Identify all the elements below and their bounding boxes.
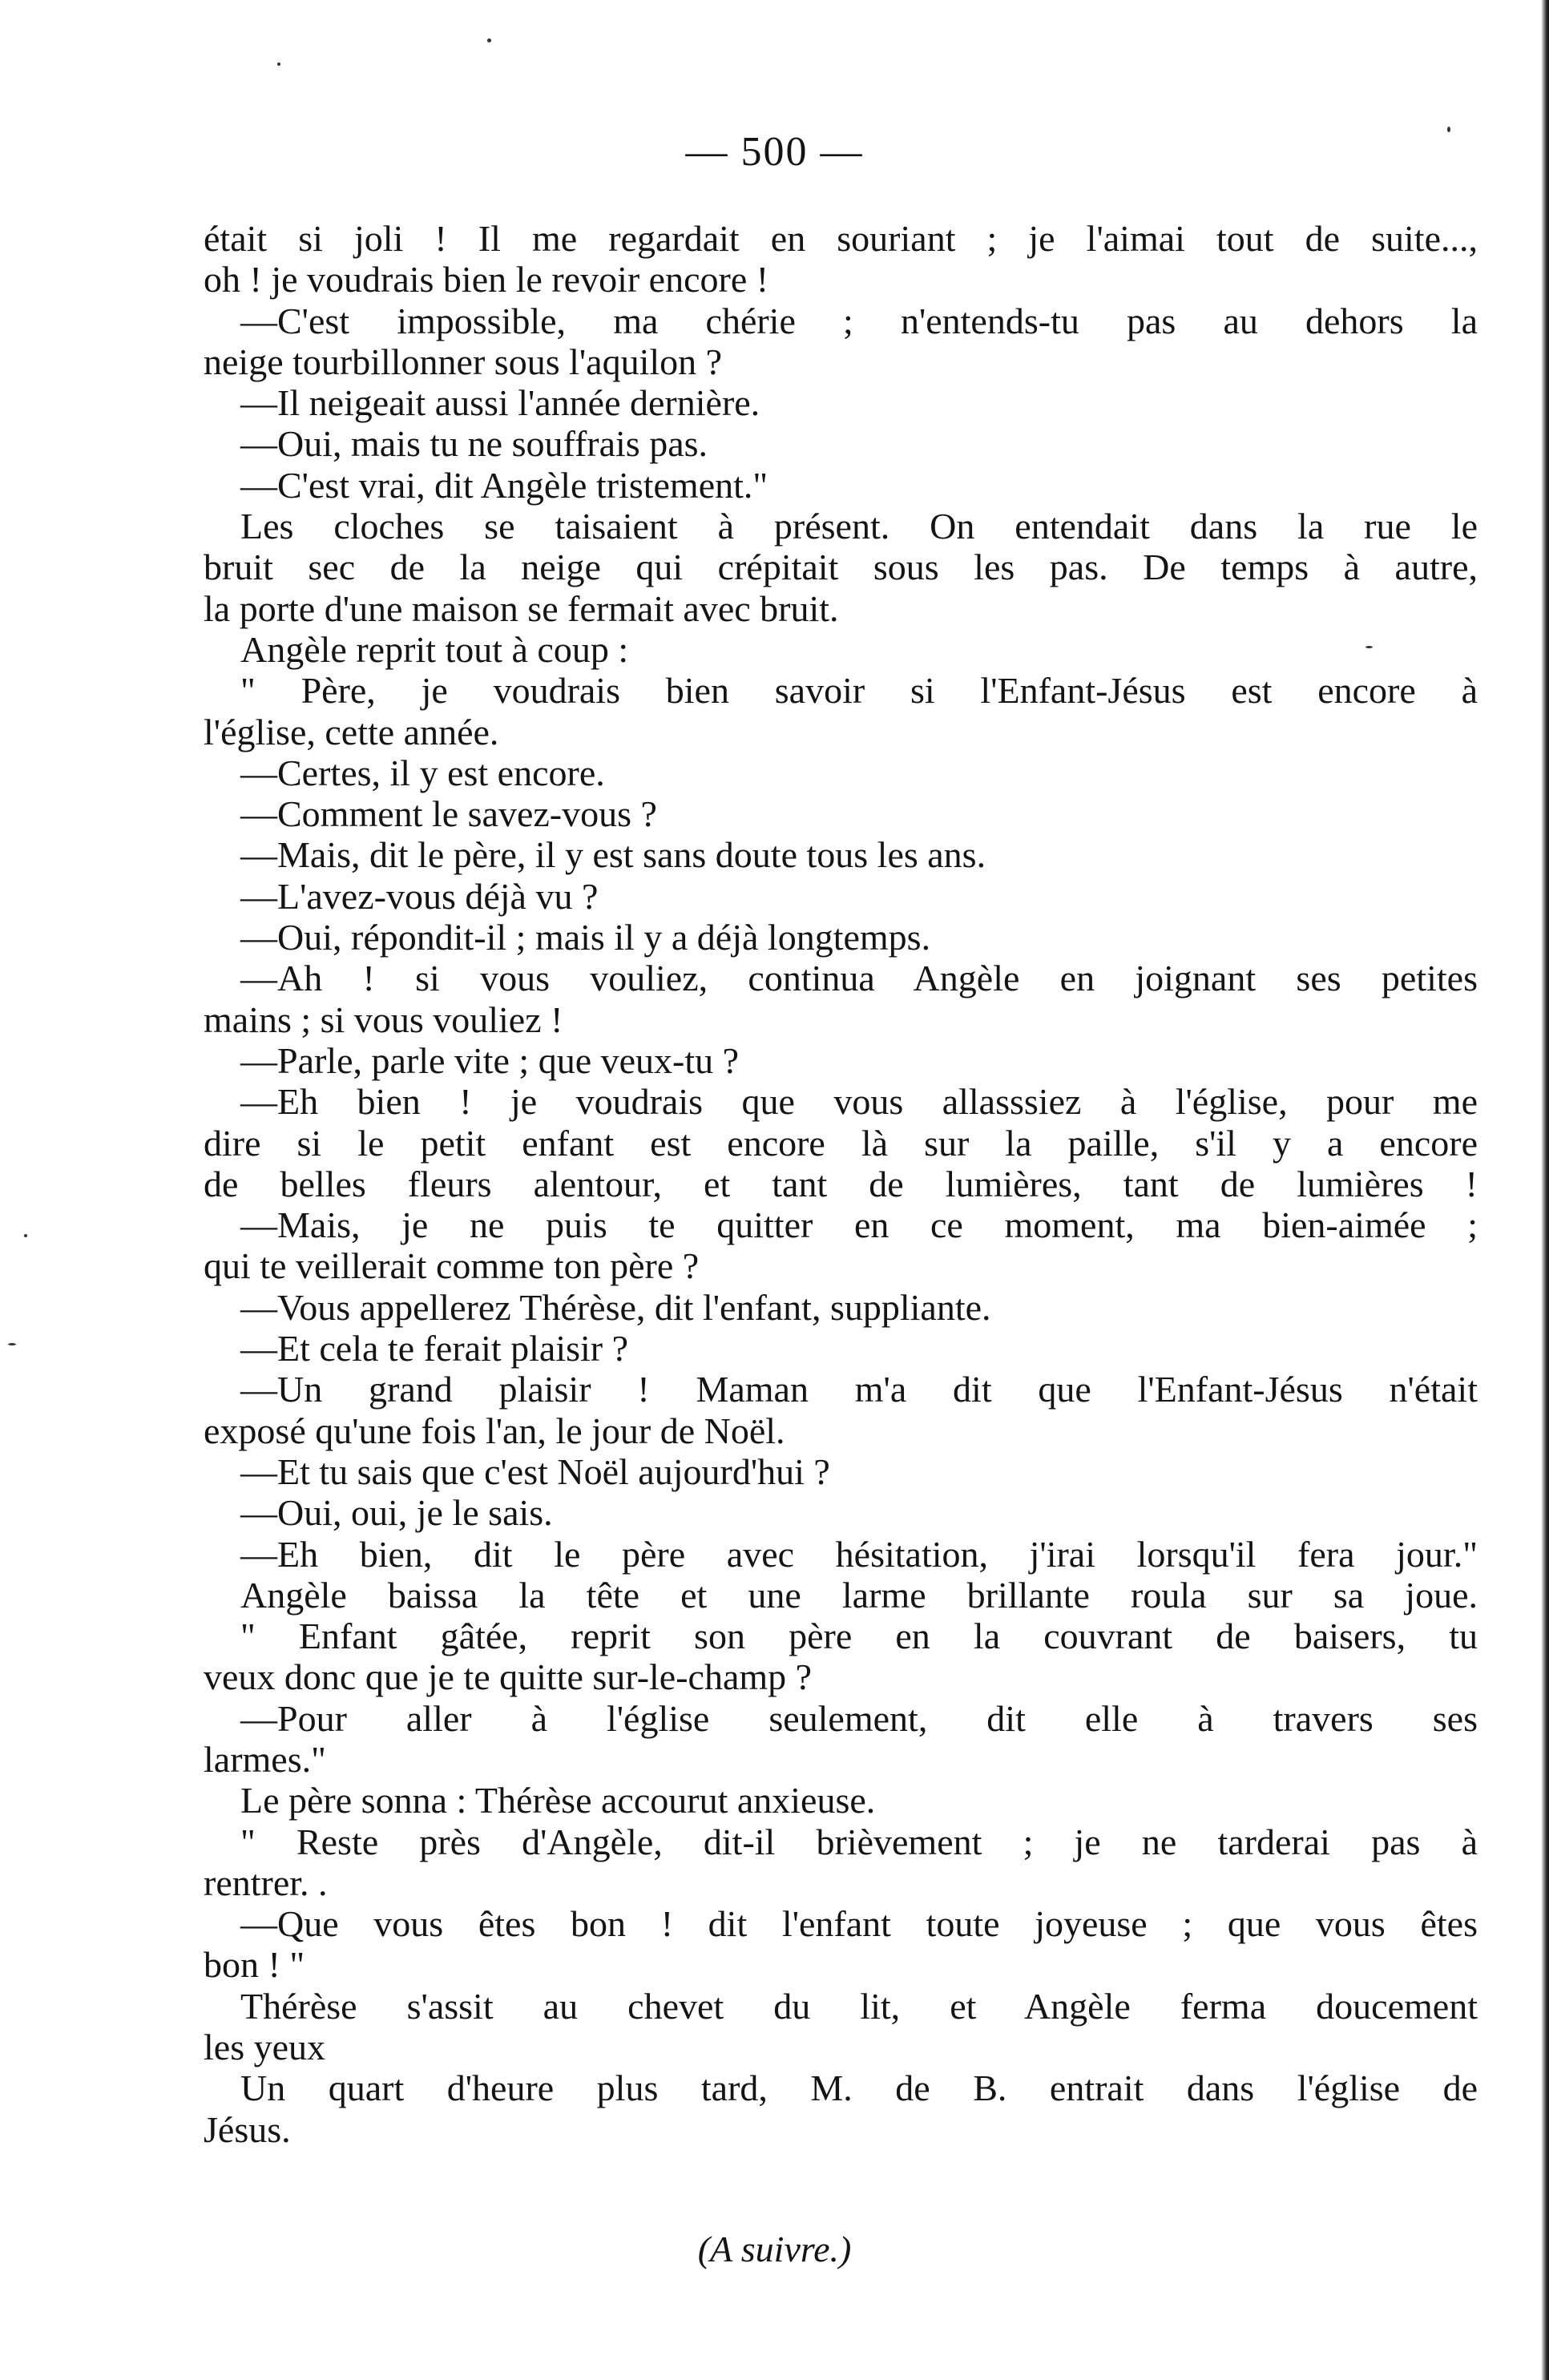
text-line: —Parle, parle vite ; que veux-tu ? <box>240 1039 740 1081</box>
text-line: Angèle baissa la tête et une larme brillante roula sur sa joue. <box>240 1574 1478 1616</box>
text-line: la porte d'une maison se fermait avec bruit. <box>204 587 839 629</box>
ink-speck <box>487 38 491 42</box>
text-line: larmes." <box>204 1738 326 1780</box>
text-line: rentrer. . <box>204 1862 328 1903</box>
text-line: —Ah ! si vous vouliez, continua Angèle en joignant ses petites <box>240 958 1478 999</box>
text-line: —Il neigeait aussi l'année dernière. <box>240 382 760 424</box>
text-line: —C'est vrai, dit Angèle tristement." <box>240 464 768 506</box>
text-line: Angèle reprit tout à coup : <box>240 628 629 670</box>
text-line: —Et cela te ferait plaisir ? <box>240 1328 629 1370</box>
text-line: oh ! je voudrais bien le revoir encore ! <box>204 259 769 301</box>
text-line: était si joli ! Il me regardait en souriant ; je l'aimai tout de suite..., <box>204 218 1478 259</box>
text-line: —Vous appellerez Thérèse, dit l'enfant, suppliante. <box>240 1286 991 1328</box>
text-line: Les cloches se taisaient à présent. On entendait dans la rue le <box>240 506 1478 547</box>
text-line: l'église, cette année. <box>204 711 499 752</box>
text-line: les yeux <box>204 2027 326 2068</box>
text-line: —Et tu sais que c'est Noël aujourd'hui ? <box>240 1450 830 1492</box>
ink-speck <box>24 1234 27 1237</box>
text-line: " Reste près d'Angèle, dit-il brièvement ; je ne tarderai pas à <box>240 1821 1478 1862</box>
page-number: — 500 — <box>685 129 864 175</box>
text-line: bruit sec de la neige qui crépitait sous les pas. De temps à autre, <box>204 547 1478 588</box>
text-line: mains ; si vous vouliez ! <box>204 998 563 1040</box>
text-line: Un quart d'heure plus tard, M. de B. entrait dans l'église de <box>240 2067 1478 2109</box>
text-line: —Oui, mais tu ne souffrais pas. <box>240 423 708 465</box>
to-be-continued: (A suivre.) <box>697 2229 852 2269</box>
ink-speck <box>8 1343 16 1345</box>
text-line: " Père, je voudrais bien savoir si l'Enfant-Jésus est encore à <box>240 670 1478 712</box>
text-line: de belles fleurs alentour, et tant de lumières, tant de lumières ! <box>204 1163 1478 1204</box>
text-line: exposé qu'une fois l'an, le jour de Noël. <box>204 1410 785 1451</box>
body-text <box>204 218 1478 2150</box>
text-line: —Eh bien, dit le père avec hésitation, j'irai lorsqu'il fera jour." <box>240 1533 1478 1575</box>
text-line: Thérèse s'assit au chevet du lit, et Angèle ferma doucement <box>240 1985 1478 2027</box>
text-line: —Un grand plaisir ! Maman m'a dit que l'Enfant-Jésus n'était <box>240 1369 1478 1410</box>
text-line: —Que vous êtes bon ! dit l'enfant toute joyeuse ; que vous êtes <box>240 1903 1478 1945</box>
text-line: —Mais, dit le père, il y est sans doute tous les ans. <box>240 834 986 876</box>
text-line: —L'avez-vous déjà vu ? <box>240 875 599 917</box>
text-line: —Comment le savez-vous ? <box>240 793 657 835</box>
text-line: Le père sonna : Thérèse accourut anxieuse. <box>240 1780 876 1821</box>
text-line: Jésus. <box>204 2108 291 2150</box>
text-line: neige tourbillonner sous l'aquilon ? <box>204 341 723 382</box>
page-edge-shadow <box>1541 0 1549 2380</box>
text-line: —Pour aller à l'église seulement, dit elle à travers ses <box>240 1697 1478 1739</box>
text-line: qui te veillerait comme ton père ? <box>204 1245 700 1287</box>
text-line: —Oui, répondit-il ; mais il y a déjà longtemps. <box>240 917 931 958</box>
text-line: bon ! " <box>204 1944 305 1986</box>
text-line: " Enfant gâtée, reprit son père en la couvrant de baisers, tu <box>240 1616 1478 1657</box>
text-line: —Certes, il y est encore. <box>240 752 605 793</box>
text-line: —Oui, oui, je le sais. <box>240 1492 553 1534</box>
text-line: dire si le petit enfant est encore là sur la paille, s'il y a encore <box>204 1122 1478 1164</box>
text-line: veux donc que je te quitte sur-le-champ ? <box>204 1656 813 1698</box>
text-line: —Eh bien ! je voudrais que vous allasssiez à l'église, pour me <box>240 1081 1478 1123</box>
text-line: —C'est impossible, ma chérie ; n'entends-tu pas au dehors la <box>240 300 1478 341</box>
text-line: —Mais, je ne puis te quitter en ce moment, ma bien-aimée ; <box>240 1204 1478 1246</box>
ink-speck <box>277 63 280 66</box>
